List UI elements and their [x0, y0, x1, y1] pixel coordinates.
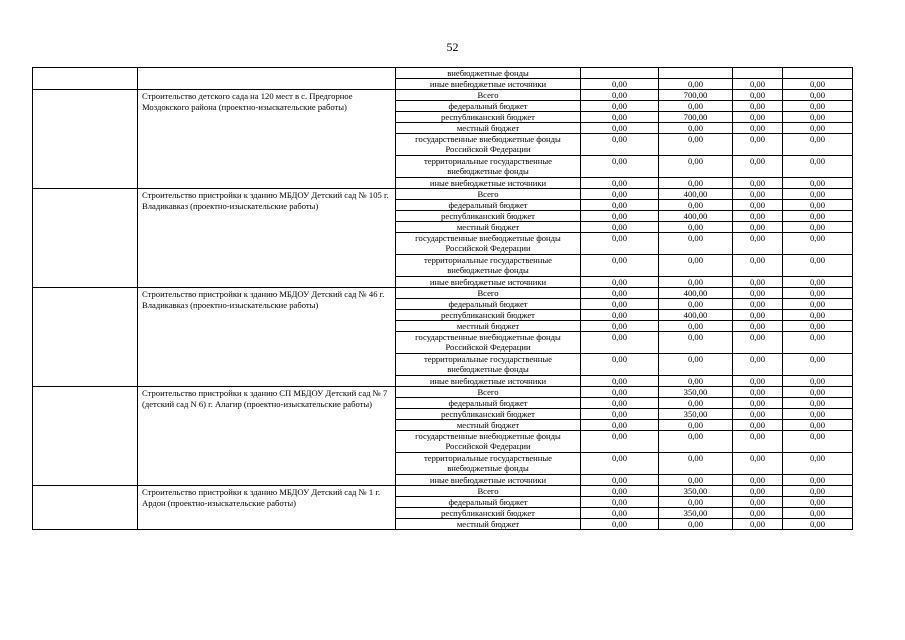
value-cell: 0,00	[733, 233, 783, 255]
funding-source-cell: республиканский бюджет	[396, 112, 581, 123]
value-cell: 0,00	[581, 420, 659, 431]
funding-source-cell: Всего	[396, 288, 581, 299]
value-cell: 0,00	[783, 332, 853, 354]
value-cell: 0,00	[659, 156, 733, 178]
value-cell: 0,00	[733, 431, 783, 453]
value-cell: 350,00	[659, 508, 733, 519]
funding-source-cell: федеральный бюджет	[396, 200, 581, 211]
value-cell: 0,00	[783, 354, 853, 376]
value-cell: 0,00	[733, 376, 783, 387]
value-cell: 0,00	[581, 101, 659, 112]
funding-source-cell: республиканский бюджет	[396, 211, 581, 222]
table-row	[33, 387, 853, 398]
value-cell: 400,00	[659, 211, 733, 222]
value-cell: 400,00	[659, 288, 733, 299]
value-cell: 0,00	[659, 134, 733, 156]
value-cell: 0,00	[733, 222, 783, 233]
project-name-cell: Строительство пристройки к зданию МБДОУ Детский сад № 1 г. Ардон (проектно-изыскательские работы)	[138, 486, 396, 530]
value-cell: 0,00	[581, 233, 659, 255]
funding-source-cell: территориальные государственные внебюджетные фонды	[396, 255, 581, 277]
value-cell: 0,00	[581, 387, 659, 398]
value-cell: 0,00	[581, 255, 659, 277]
value-cell: 0,00	[733, 101, 783, 112]
value-cell: 0,00	[783, 211, 853, 222]
value-cell: 0,00	[659, 233, 733, 255]
value-cell: 0,00	[659, 475, 733, 486]
table-row	[33, 189, 853, 200]
value-cell: 0,00	[659, 222, 733, 233]
project-name-cell: Строительство пристройки к зданию МБДОУ Детский сад № 105 г. Владикавказ (проектно-изыскательские работы)	[138, 189, 396, 288]
value-cell: 0,00	[733, 277, 783, 288]
value-cell: 700,00	[659, 90, 733, 101]
value-cell: 0,00	[581, 189, 659, 200]
value-cell: 0,00	[783, 189, 853, 200]
value-cell: 0,00	[581, 332, 659, 354]
value-cell: 0,00	[783, 90, 853, 101]
value-cell: 0,00	[733, 134, 783, 156]
value-cell: 0,00	[581, 178, 659, 189]
funding-source-cell: иные внебюджетные источники	[396, 79, 581, 90]
value-cell: 350,00	[659, 387, 733, 398]
value-cell: 0,00	[783, 299, 853, 310]
value-cell: 0,00	[581, 123, 659, 134]
value-cell	[581, 68, 659, 79]
value-cell: 0,00	[659, 497, 733, 508]
row-number-cell	[33, 90, 138, 189]
value-cell: 0,00	[659, 277, 733, 288]
value-cell: 0,00	[581, 431, 659, 453]
value-cell: 0,00	[733, 398, 783, 409]
value-cell: 0,00	[581, 354, 659, 376]
funding-source-cell: местный бюджет	[396, 123, 581, 134]
funding-source-cell: республиканский бюджет	[396, 310, 581, 321]
value-cell: 0,00	[783, 453, 853, 475]
value-cell: 400,00	[659, 189, 733, 200]
value-cell: 0,00	[581, 497, 659, 508]
value-cell: 0,00	[581, 156, 659, 178]
value-cell: 0,00	[733, 288, 783, 299]
value-cell: 0,00	[733, 486, 783, 497]
row-number-cell	[33, 288, 138, 387]
funding-source-cell: федеральный бюджет	[396, 101, 581, 112]
value-cell: 0,00	[581, 211, 659, 222]
funding-source-cell: внебюджетные фонды	[396, 68, 581, 79]
row-number-cell	[33, 68, 138, 90]
value-cell: 0,00	[733, 354, 783, 376]
value-cell: 0,00	[783, 376, 853, 387]
value-cell: 0,00	[581, 112, 659, 123]
value-cell: 0,00	[659, 453, 733, 475]
value-cell: 0,00	[581, 508, 659, 519]
value-cell: 0,00	[733, 310, 783, 321]
funding-source-cell: Всего	[396, 90, 581, 101]
value-cell: 0,00	[581, 200, 659, 211]
row-number-cell	[33, 387, 138, 486]
value-cell: 0,00	[783, 387, 853, 398]
value-cell	[733, 68, 783, 79]
funding-source-cell: республиканский бюджет	[396, 508, 581, 519]
project-name-cell: Строительство пристройки к зданию МБДОУ Детский сад № 46 г. Владикавказ (проектно-изыскательские работы)	[138, 288, 396, 387]
funding-source-cell: Всего	[396, 387, 581, 398]
funding-source-cell: республиканский бюджет	[396, 409, 581, 420]
project-name-cell	[138, 68, 396, 90]
table-row	[33, 288, 853, 299]
value-cell: 0,00	[581, 299, 659, 310]
value-cell: 0,00	[659, 431, 733, 453]
value-cell: 0,00	[733, 189, 783, 200]
value-cell: 0,00	[733, 255, 783, 277]
table-row	[33, 68, 853, 79]
value-cell: 0,00	[733, 299, 783, 310]
value-cell: 0,00	[659, 101, 733, 112]
value-cell: 0,00	[733, 387, 783, 398]
value-cell: 0,00	[659, 519, 733, 530]
value-cell: 0,00	[783, 508, 853, 519]
value-cell: 350,00	[659, 409, 733, 420]
value-cell: 0,00	[783, 321, 853, 332]
value-cell: 0,00	[581, 519, 659, 530]
table-row	[33, 486, 853, 497]
table-row	[33, 90, 853, 101]
value-cell: 0,00	[581, 475, 659, 486]
value-cell: 0,00	[783, 277, 853, 288]
value-cell: 0,00	[733, 475, 783, 486]
value-cell: 0,00	[659, 321, 733, 332]
funding-source-cell: иные внебюджетные источники	[396, 277, 581, 288]
value-cell: 0,00	[783, 123, 853, 134]
value-cell: 0,00	[783, 475, 853, 486]
project-name-cell: Строительство детского сада на 120 мест в с. Предгорное Моздокского района (проектно-изыскательские работы)	[138, 90, 396, 189]
value-cell: 0,00	[783, 288, 853, 299]
value-cell: 0,00	[581, 398, 659, 409]
value-cell: 0,00	[733, 90, 783, 101]
value-cell: 700,00	[659, 112, 733, 123]
funding-source-cell: местный бюджет	[396, 321, 581, 332]
value-cell: 0,00	[733, 332, 783, 354]
funding-source-cell: местный бюджет	[396, 420, 581, 431]
value-cell: 0,00	[783, 431, 853, 453]
value-cell: 0,00	[783, 156, 853, 178]
value-cell: 0,00	[659, 299, 733, 310]
value-cell: 0,00	[581, 376, 659, 387]
page-number: 52	[446, 40, 459, 54]
value-cell: 0,00	[659, 200, 733, 211]
value-cell: 350,00	[659, 486, 733, 497]
value-cell	[659, 68, 733, 79]
value-cell: 0,00	[783, 200, 853, 211]
value-cell: 0,00	[581, 277, 659, 288]
value-cell: 0,00	[581, 222, 659, 233]
value-cell: 0,00	[659, 79, 733, 90]
value-cell: 0,00	[581, 321, 659, 332]
value-cell: 0,00	[783, 79, 853, 90]
value-cell: 0,00	[783, 112, 853, 123]
value-cell: 0,00	[659, 354, 733, 376]
value-cell: 0,00	[581, 79, 659, 90]
value-cell: 0,00	[783, 134, 853, 156]
value-cell: 0,00	[783, 519, 853, 530]
value-cell: 0,00	[733, 519, 783, 530]
value-cell: 0,00	[659, 398, 733, 409]
budget-table-body	[33, 68, 853, 530]
funding-source-cell: территориальные государственные внебюджетные фонды	[396, 156, 581, 178]
value-cell: 0,00	[783, 178, 853, 189]
value-cell: 0,00	[581, 453, 659, 475]
value-cell: 0,00	[733, 211, 783, 222]
value-cell: 0,00	[783, 255, 853, 277]
value-cell: 0,00	[581, 288, 659, 299]
funding-source-cell: местный бюджет	[396, 519, 581, 530]
project-name-cell: Строительство пристройки к зданию СП МБДОУ Детский сад № 7 (детский сад N 6) г. Алагир (проектно-изыскательские работы)	[138, 387, 396, 486]
value-cell: 0,00	[733, 497, 783, 508]
value-cell: 0,00	[783, 101, 853, 112]
row-number-cell	[33, 189, 138, 288]
value-cell: 0,00	[733, 178, 783, 189]
value-cell: 0,00	[733, 508, 783, 519]
funding-source-cell: государственные внебюджетные фонды Российской Федерации	[396, 134, 581, 156]
funding-source-cell: местный бюджет	[396, 222, 581, 233]
value-cell: 0,00	[581, 486, 659, 497]
funding-source-cell: государственные внебюджетные фонды Российской Федерации	[396, 431, 581, 453]
funding-source-cell: иные внебюджетные источники	[396, 475, 581, 486]
value-cell: 0,00	[733, 79, 783, 90]
value-cell: 400,00	[659, 310, 733, 321]
funding-source-cell: Всего	[396, 189, 581, 200]
funding-source-cell: государственные внебюджетные фонды Российской Федерации	[396, 332, 581, 354]
funding-source-cell: Всего	[396, 486, 581, 497]
funding-source-cell: иные внебюджетные источники	[396, 178, 581, 189]
funding-source-cell: государственные внебюджетные фонды Российской Федерации	[396, 233, 581, 255]
value-cell: 0,00	[733, 453, 783, 475]
value-cell: 0,00	[783, 409, 853, 420]
funding-source-cell: федеральный бюджет	[396, 398, 581, 409]
value-cell: 0,00	[733, 409, 783, 420]
value-cell: 0,00	[783, 497, 853, 508]
value-cell: 0,00	[581, 409, 659, 420]
value-cell: 0,00	[733, 112, 783, 123]
funding-source-cell: территориальные государственные внебюджетные фонды	[396, 453, 581, 475]
value-cell: 0,00	[733, 420, 783, 431]
value-cell: 0,00	[783, 233, 853, 255]
value-cell: 0,00	[659, 255, 733, 277]
value-cell: 0,00	[659, 123, 733, 134]
value-cell: 0,00	[581, 90, 659, 101]
value-cell: 0,00	[783, 486, 853, 497]
budget-table	[32, 67, 853, 530]
value-cell: 0,00	[783, 398, 853, 409]
value-cell: 0,00	[659, 376, 733, 387]
funding-source-cell: территориальные государственные внебюджетные фонды	[396, 354, 581, 376]
funding-source-cell: федеральный бюджет	[396, 299, 581, 310]
value-cell: 0,00	[733, 200, 783, 211]
value-cell: 0,00	[733, 321, 783, 332]
value-cell: 0,00	[659, 178, 733, 189]
value-cell: 0,00	[733, 156, 783, 178]
value-cell: 0,00	[733, 123, 783, 134]
value-cell: 0,00	[581, 310, 659, 321]
value-cell: 0,00	[783, 310, 853, 321]
value-cell: 0,00	[783, 420, 853, 431]
funding-source-cell: иные внебюджетные источники	[396, 376, 581, 387]
funding-source-cell: федеральный бюджет	[396, 497, 581, 508]
value-cell: 0,00	[659, 332, 733, 354]
value-cell: 0,00	[581, 134, 659, 156]
row-number-cell	[33, 486, 138, 530]
value-cell: 0,00	[783, 222, 853, 233]
value-cell	[783, 68, 853, 79]
value-cell: 0,00	[659, 420, 733, 431]
